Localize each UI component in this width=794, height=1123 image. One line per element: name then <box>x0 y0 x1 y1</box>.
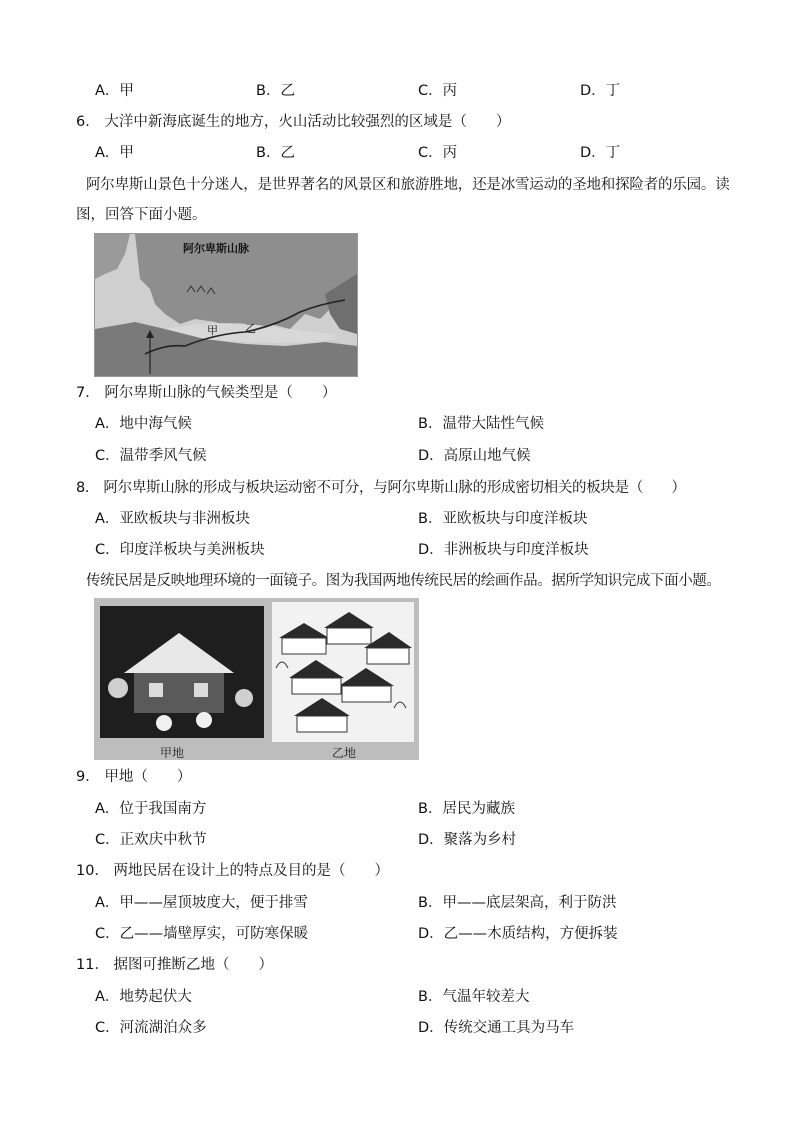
q7-option-c: C．温带季风气候 <box>95 448 207 464</box>
q7-option-a: A．地中海气候 <box>95 416 192 432</box>
q11-option-c: C．河流湖泊众多 <box>95 1020 207 1036</box>
q5-option-c: C．丙 <box>418 83 458 99</box>
caption-yi: 乙地 <box>332 746 357 760</box>
q10-stem: 10． 两地民居在设计上的特点及目的是（ ） <box>76 863 390 879</box>
q9-option-b: B．居民为藏族 <box>418 801 515 817</box>
q11-option-d: D．传统交通工具为马车 <box>418 1020 575 1036</box>
q9-stem: 9． 甲地（ ） <box>76 769 192 785</box>
q5-option-b: B．乙 <box>256 83 295 99</box>
alps-map-figure <box>94 233 358 377</box>
q10-option-a: A．甲——屋顶坡度大，便于排雪 <box>95 895 308 911</box>
q8-option-a: A．亚欧板块与非洲板块 <box>95 511 250 527</box>
q9-option-d: D．聚落为乡村 <box>418 832 517 848</box>
dwelling-paintings-figure <box>94 598 419 760</box>
q8-stem: 8． 阿尔卑斯山脉的形成与板块运动密不可分，与阿尔卑斯山脉的形成密切相关的板块是（ ） <box>76 480 686 496</box>
q7-option-b: B．温带大陆性气候 <box>418 416 544 432</box>
q10-option-b: B．甲——底层架高，利于防洪 <box>418 895 617 911</box>
q7-option-d: D．高原山地气候 <box>418 448 531 464</box>
q5-option-a: A．甲 <box>95 83 134 99</box>
q9-option-c: C．正欢庆中秋节 <box>95 832 207 848</box>
q7-stem: 7． 阿尔卑斯山脉的气候类型是（ ） <box>76 385 337 401</box>
q10-option-d: D．乙——木质结构，方便拆装 <box>418 926 618 942</box>
q9-option-a: A．位于我国南方 <box>95 801 207 817</box>
alps-intro-line2: 图，回答下面小题。 <box>76 207 207 223</box>
q11-stem: 11． 据图可推断乙地（ ） <box>76 957 274 973</box>
q11-option-b: B．气温年较差大 <box>418 989 530 1005</box>
q10-option-c: C．乙——墙壁厚实，可防寒保暖 <box>95 926 309 942</box>
caption-jia: 甲地 <box>160 746 185 760</box>
dwelling-intro-line1: 传统民居是反映地理环境的一面镜子。图为我国两地传统民居的绘画作品。据所学知识完成下面小题。 <box>86 573 721 589</box>
q6-option-c: C．丙 <box>418 145 458 161</box>
q8-option-c: C．印度洋板块与美洲板块 <box>95 542 265 558</box>
map-mark-yi: 乙 <box>245 322 256 335</box>
q6-option-a: A．甲 <box>95 145 134 161</box>
q5-option-d: D．丁 <box>580 83 621 99</box>
q8-option-d: D．非洲板块与印度洋板块 <box>418 542 589 558</box>
dwelling-paintings-drawing <box>94 598 419 760</box>
q6-option-b: B．乙 <box>256 145 295 161</box>
q11-option-a: A．地势起伏大 <box>95 989 192 1005</box>
q6-stem: 6． 大洋中新海底诞生的地方，火山活动比较强烈的区域是（ ） <box>76 114 511 130</box>
alps-map-label: 阿尔卑斯山脉 <box>183 242 249 255</box>
alps-intro-line1: 阿尔卑斯山景色十分迷人，是世界著名的风景区和旅游胜地，还是冰雪运动的圣地和探险者的乐园。读 <box>86 177 730 193</box>
q8-option-b: B．亚欧板块与印度洋板块 <box>418 511 588 527</box>
map-mark-jia: 甲 <box>207 324 218 337</box>
q6-option-d: D．丁 <box>580 145 621 161</box>
